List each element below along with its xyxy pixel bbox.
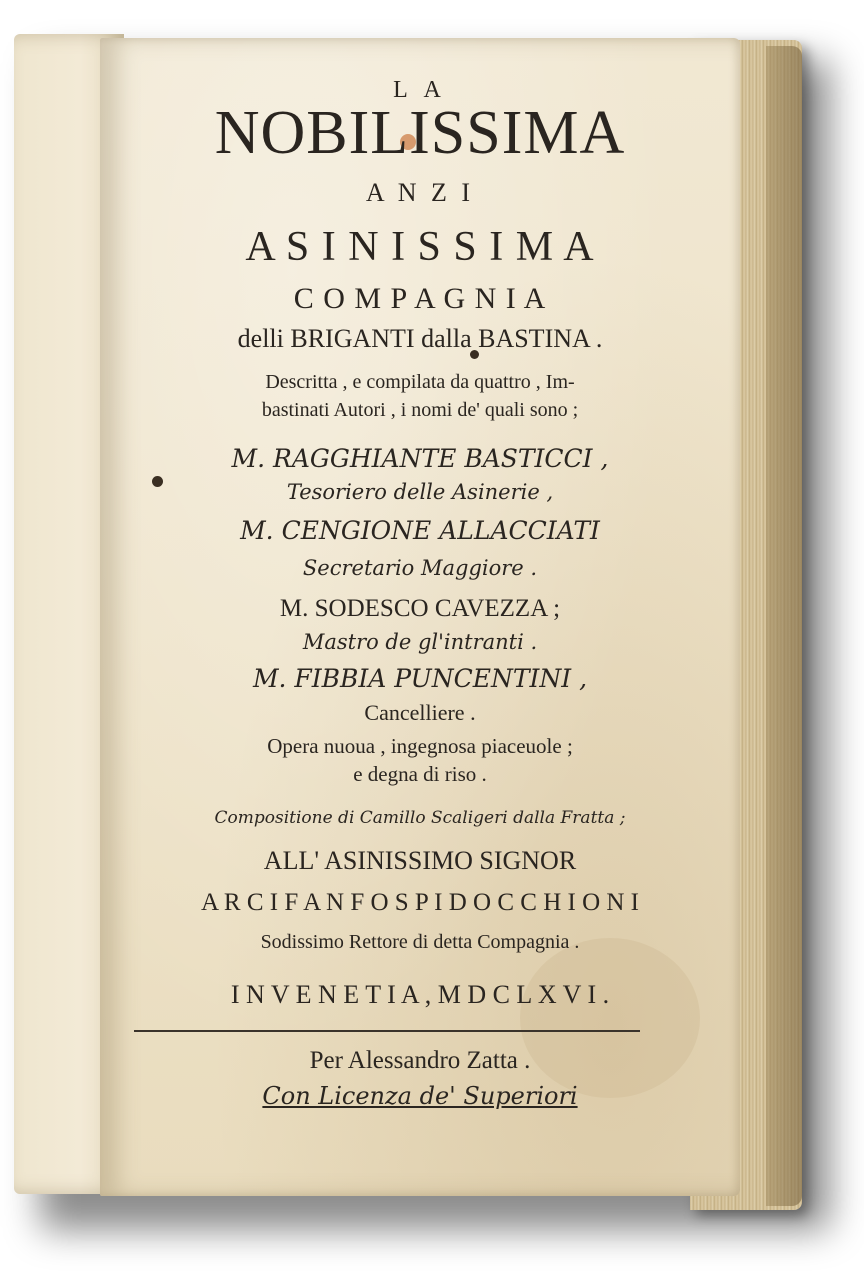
author-name-3: M. SODESCO CAVEZZA ; bbox=[279, 595, 561, 622]
author-role-4: Cancelliere . bbox=[364, 700, 476, 725]
title-line-asinissima: A S I N I S S I M A bbox=[245, 224, 595, 270]
work-description-2: e degna di riso . bbox=[353, 762, 487, 786]
title-line-article: L A bbox=[393, 77, 447, 103]
dedication-line-3: Sodissimo Rettore di detta Compagnia . bbox=[260, 931, 580, 953]
title-line-main: NOBILISSIMA bbox=[214, 99, 626, 167]
author-name-1: M. RAGGHIANTE BASTICCI , bbox=[231, 444, 609, 473]
composer-line: Compositione di Camillo Scaligeri dalla Fratta ; bbox=[214, 808, 626, 828]
title-page bbox=[100, 38, 740, 1196]
imprint-place-date: I N V E N E T I A , M D C L X V I . bbox=[230, 980, 610, 1009]
license-line: Con Licenza de' Superiori bbox=[262, 1082, 578, 1110]
foxing-patch bbox=[520, 938, 700, 1098]
author-name-4: M. FIBBIA PUNCENTINI , bbox=[252, 664, 588, 693]
imprint-rule bbox=[134, 1030, 640, 1032]
title-line-anzi: A N Z I bbox=[365, 178, 475, 207]
title-line-briganti: delli BRIGANTI dalla BASTINA . bbox=[237, 324, 603, 353]
page-edges-shade bbox=[766, 46, 802, 1206]
title-line-compagnia: C O M P A G N I A bbox=[293, 282, 547, 315]
description-line-1: Descritta , e compilata da quattro , Im- bbox=[265, 371, 575, 393]
author-role-2: Secretario Maggiore . bbox=[302, 556, 538, 580]
printer-line: Per Alessandro Zatta . bbox=[309, 1047, 531, 1074]
author-role-3: Mastro de gl'intranti . bbox=[302, 630, 538, 654]
dedication-line-2: A R C I F A N F O S P I D O C C H I O N I bbox=[200, 889, 640, 916]
work-description-1: Opera nuoua , ingegnosa piaceuole ; bbox=[267, 734, 573, 758]
dedication-line-1: ALL' ASINISSIMO SIGNOR bbox=[263, 846, 577, 875]
author-name-2: M. CENGIONE ALLACCIATI bbox=[240, 516, 600, 545]
description-line-2: bastinati Autori , i nomi de' quali sono ; bbox=[261, 399, 579, 421]
author-role-1: Tesoriero delle Asinerie , bbox=[286, 480, 554, 504]
